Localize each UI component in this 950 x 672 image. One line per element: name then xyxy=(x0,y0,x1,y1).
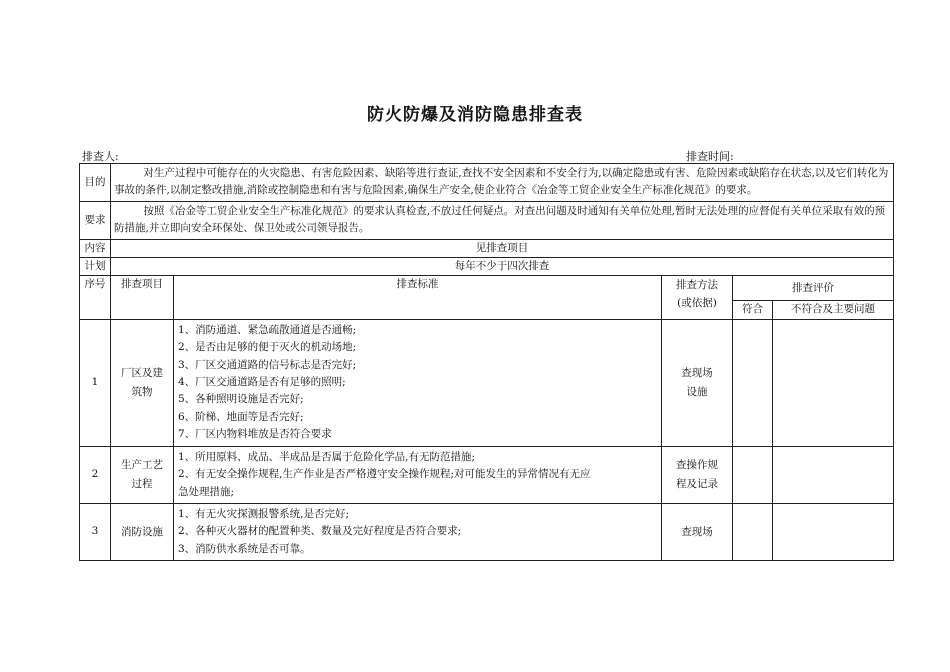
plan-label: 计划 xyxy=(80,258,111,276)
row-method xyxy=(662,446,733,503)
standard-item: 2、各种灭火器材的配置种类、数量及完好程度是否符合要求; xyxy=(178,525,462,538)
inspection-table xyxy=(79,163,894,561)
row-standards xyxy=(174,503,662,560)
row-no: 3 xyxy=(80,503,111,560)
row-conform-cell xyxy=(733,319,773,446)
table-row xyxy=(80,503,894,560)
header-no: 序号 xyxy=(80,276,111,319)
standard-item: 6、阶梯、地面等是否完好; xyxy=(178,410,304,423)
requirement-row xyxy=(80,201,894,239)
content-text: 见排查项目 xyxy=(111,239,894,257)
row-item-line1: 生产工艺 xyxy=(121,458,163,471)
document-title: 防火防爆及消防隐患排查表 xyxy=(367,105,583,125)
row-item-line1: 消防设施 xyxy=(121,525,163,538)
row-method-line1: 查现场 xyxy=(681,525,713,538)
row-method-line2: 设施 xyxy=(686,385,708,398)
standard-item: 2、有无安全操作规程,生产作业是否严格遵守安全操作规程;对可能发生的异常情况有无应 xyxy=(178,468,591,481)
inspector-label: 排查人: xyxy=(82,150,119,163)
plan-text: 每年不少于四次排查 xyxy=(111,258,894,276)
row-nonconform-cell xyxy=(773,503,894,560)
purpose-label: 目的 xyxy=(80,164,111,202)
purpose-row xyxy=(80,164,894,202)
standard-item: 1、消防通道、紧急疏散通道是否通畅; xyxy=(178,323,357,336)
row-conform-cell xyxy=(733,446,773,503)
row-nonconform-cell xyxy=(773,446,894,503)
table-row xyxy=(80,319,894,446)
row-item xyxy=(111,319,174,446)
row-standards xyxy=(174,319,662,446)
standard-item: 3、消防供水系统是否可靠。 xyxy=(178,542,311,555)
header-nonconform: 不符合及主要问题 xyxy=(773,301,894,319)
row-conform-cell xyxy=(733,503,773,560)
inspection-time-label: 排查时间: xyxy=(686,150,734,163)
row-nonconform-cell xyxy=(773,319,894,446)
content-row xyxy=(80,239,894,257)
table-row xyxy=(80,446,894,503)
column-header-row xyxy=(80,276,894,301)
header-conform: 符合 xyxy=(733,301,773,319)
requirement-text: 按照《冶金等工贸企业安全生产标准化规范》的要求认真检查,不放过任何疑点。对查出问题及时通知有关单位处理,暂时无法处理的应督促有关单位采取有效的预防措施,并立即向安全环保处、保卫处或公司领导报告。 xyxy=(111,201,894,239)
header-method xyxy=(662,276,733,319)
purpose-text: 对生产过程中可能存在的火灾隐患、有害危险因素、缺陷等进行查证,查找不安全因素和不安全行为,以确定隐患或有害、危险因素或缺陷存在状态,以及它们转化为事故的条件,以制定整改措施,消除或控制隐患和有害与危险因素,确保生产安全,使企业符合《冶金等工贸企业安全生产标准化规范》的要求。 xyxy=(111,164,894,202)
standard-item: 1、所用原料、成品、半成品是否属于危险化学品,有无防范措施; xyxy=(178,450,476,463)
row-no: 2 xyxy=(80,446,111,503)
row-method xyxy=(662,503,733,560)
row-method xyxy=(662,319,733,446)
row-method-line1: 查操作规 xyxy=(676,458,718,471)
standard-item: 2、是否由足够的便于灭火的机动场地; xyxy=(178,341,357,354)
plan-row xyxy=(80,258,894,276)
header-standard: 排查标准 xyxy=(174,276,662,319)
header-item: 排查项目 xyxy=(111,276,174,319)
requirement-label: 要求 xyxy=(80,201,111,239)
standard-item: 7、厂区内物料堆放是否符合要求 xyxy=(178,428,332,441)
standard-item: 4、厂区交通道路是否有足够的照明; xyxy=(178,376,346,389)
row-method-line2: 程及记录 xyxy=(676,477,718,490)
standard-item: 3、厂区交通道路的信号标志是否完好; xyxy=(178,358,357,371)
row-standards xyxy=(174,446,662,503)
row-item-line1: 厂区及建 xyxy=(121,366,163,379)
row-item-line2: 筑物 xyxy=(131,385,153,398)
row-no: 1 xyxy=(80,319,111,446)
standard-item: 急处理措施; xyxy=(178,485,235,498)
standard-item: 5、各种照明设施是否完好; xyxy=(178,393,304,406)
row-item xyxy=(111,503,174,560)
row-method-line1: 查现场 xyxy=(681,366,713,379)
content-label: 内容 xyxy=(80,239,111,257)
header-method-line2: (或依据) xyxy=(677,297,717,310)
standard-item: 1、有无火灾探测报警系统,是否完好; xyxy=(178,507,350,520)
row-item-line2: 过程 xyxy=(131,477,153,490)
header-method-line1: 排查方法 xyxy=(676,279,718,292)
header-evaluation: 排查评价 xyxy=(733,276,894,301)
row-item xyxy=(111,446,174,503)
